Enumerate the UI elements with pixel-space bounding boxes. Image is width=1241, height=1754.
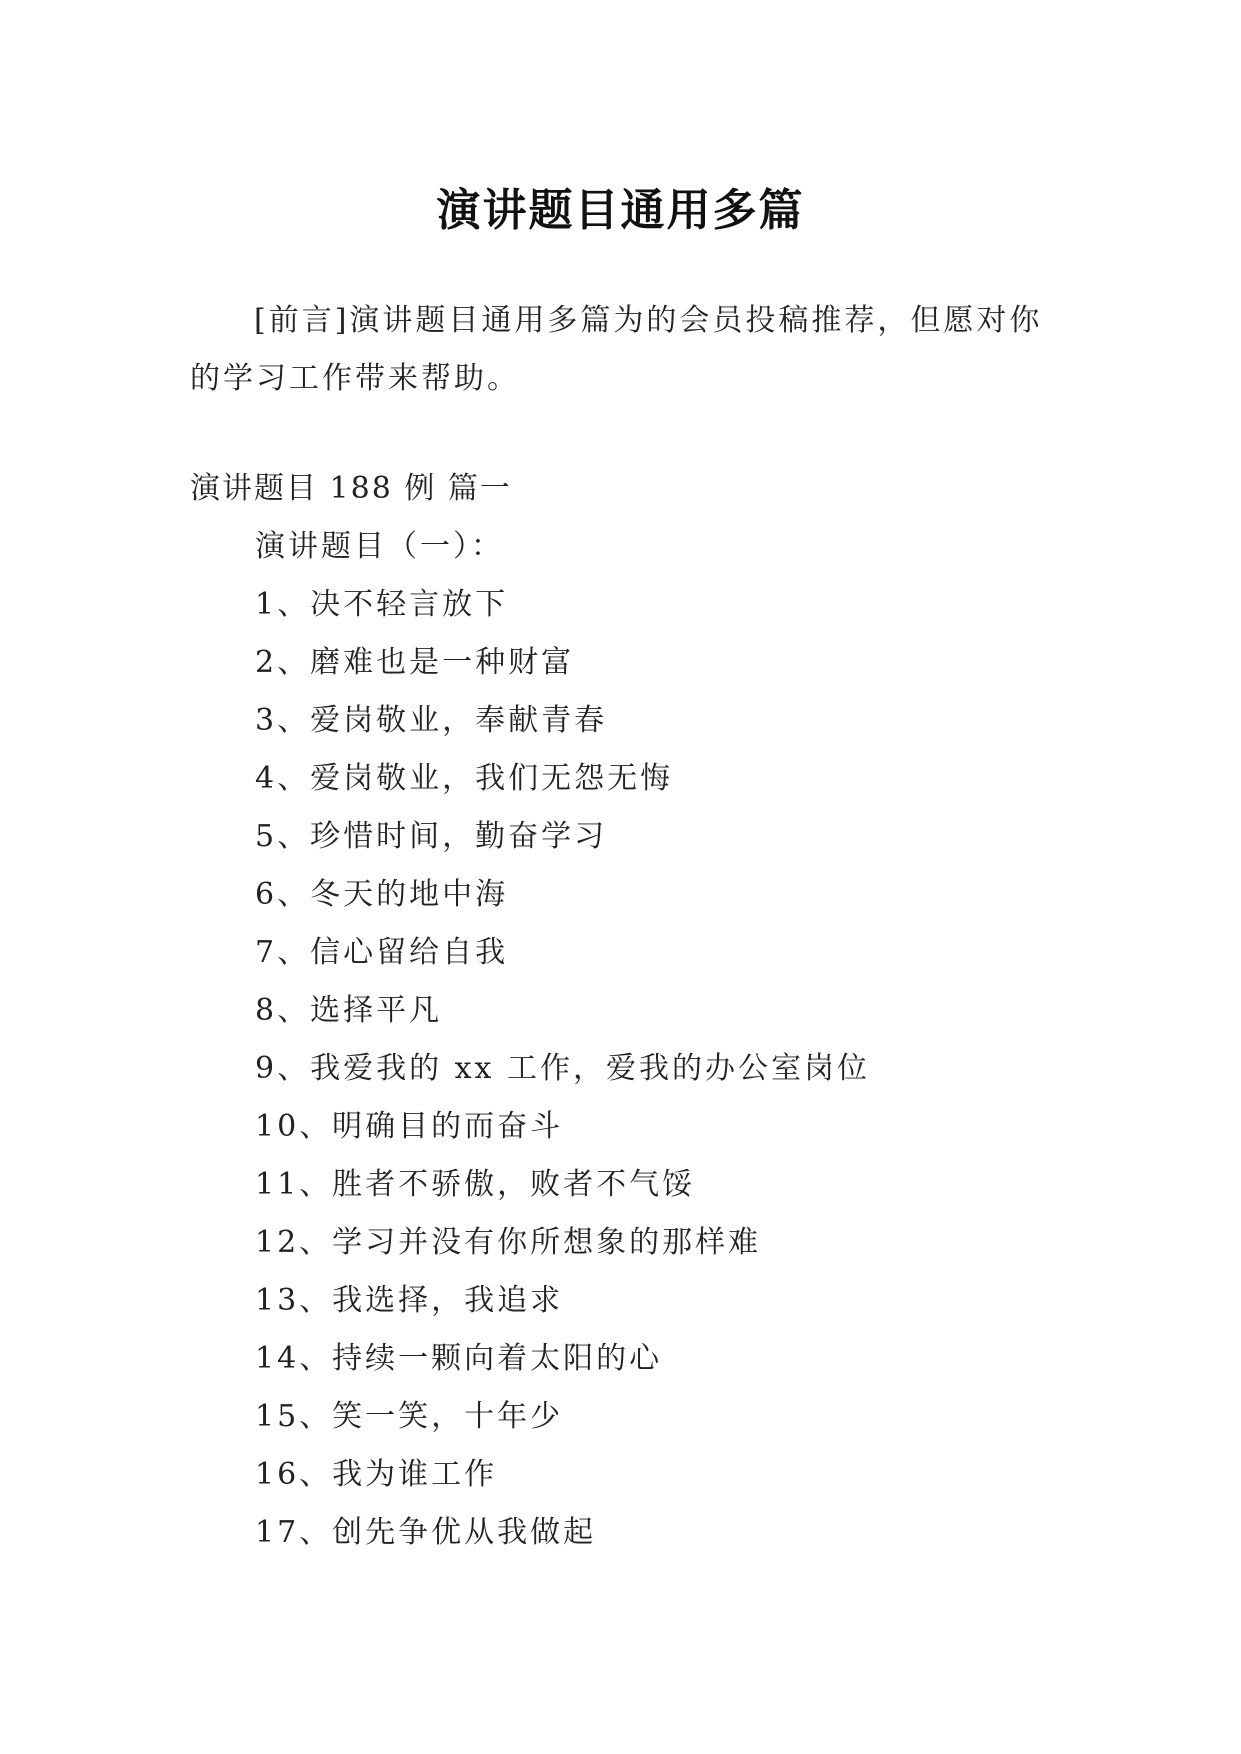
list-item: 3、爱岗敬业，奉献青春 (255, 703, 608, 738)
list-item: 12、学习并没有你所想象的那样难 (255, 1225, 762, 1260)
list-item: 1、决不轻言放下 (255, 587, 509, 622)
list-item: 15、笑一笑，十年少 (255, 1399, 564, 1434)
list-item: 4、爱岗敬业，我们无怨无悔 (255, 761, 674, 796)
list-item: 14、持续一颗向着太阳的心 (255, 1341, 663, 1376)
list-item: 9、我爱我的 xx 工作，爱我的办公室岗位 (255, 1051, 870, 1086)
section-heading: 演讲题目 188 例 篇一 (190, 471, 512, 506)
topic-list (255, 576, 870, 1562)
list-item: 6、冬天的地中海 (255, 877, 509, 912)
list-item: 16、我为谁工作 (255, 1457, 498, 1492)
list-item: 10、明确目的而奋斗 (255, 1109, 564, 1144)
list-item: 17、创先争优从我做起 (255, 1515, 597, 1550)
sub-heading: 演讲题目（一）： (255, 529, 504, 564)
list-item: 11、胜者不骄傲，败者不气馁 (255, 1167, 696, 1202)
intro-paragraph: [前言]演讲题目通用多篇为的会员投稿推荐，但愿对你的学习工作带来帮助。 (190, 303, 1043, 396)
list-item: 7、信心留给自我 (255, 935, 509, 970)
list-item: 8、选择平凡 (255, 993, 443, 1028)
document-title: 演讲题目通用多篇 (436, 185, 805, 237)
list-item: 2、磨难也是一种财富 (255, 645, 575, 680)
list-item: 5、珍惜时间，勤奋学习 (255, 819, 608, 854)
list-item: 13、我选择，我追求 (255, 1283, 564, 1318)
